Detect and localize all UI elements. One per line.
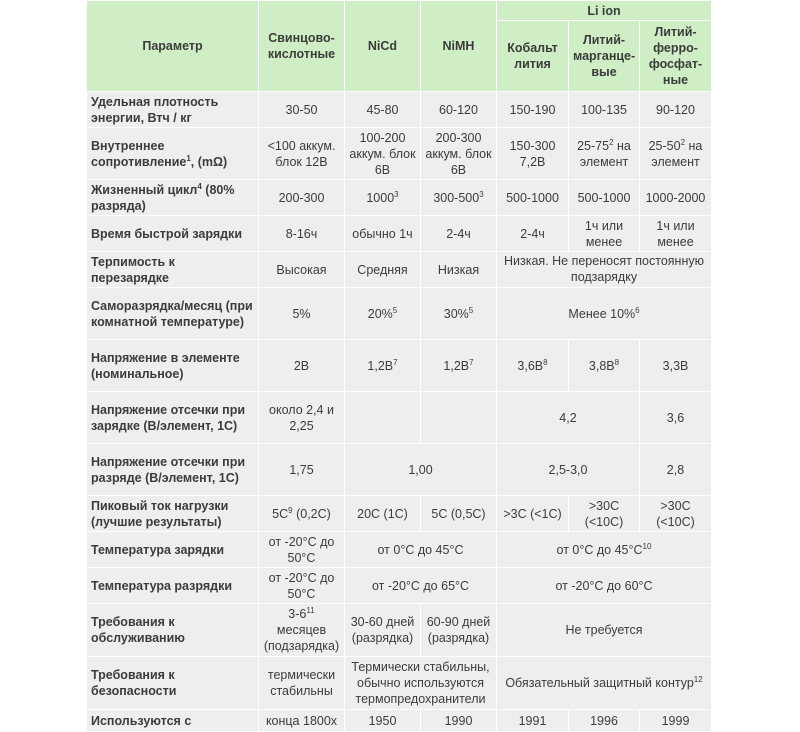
cell-cobalt: 150-300 7,2В xyxy=(497,128,569,180)
cell-manganese: 500-1000 xyxy=(569,180,640,216)
cell-cobalt: >3C (<1C) xyxy=(497,496,569,532)
cell-lead-acid: Высокая xyxy=(259,252,345,288)
cell-nickel-span: от 0°C до 45°C xyxy=(345,532,497,568)
cell-nimh: 5C (0,5C) xyxy=(421,496,497,532)
cell-nimh: 1990 xyxy=(421,710,497,732)
header-phosphate: Литий-ферро-фосфат-ные xyxy=(640,21,712,92)
header-row xyxy=(87,1,712,21)
cell-li-ion-span: Низкая. Не переносят постоянную подзарядку xyxy=(497,252,712,288)
cell-lead-acid: около 2,4 и 2,25 xyxy=(259,392,345,444)
cell-nimh: 2-4ч xyxy=(421,216,497,252)
cell-lead-acid: конца 1800х xyxy=(259,710,345,732)
cell-li-ion-span: от -20°C до 60°C xyxy=(497,568,712,604)
row-label: Удельная плотность энергии, Втч / кг xyxy=(87,92,259,128)
table-row xyxy=(87,568,712,604)
cell-nicd: обычно 1ч xyxy=(345,216,421,252)
cell-phosphate: $25-50^2$ на элемент xyxy=(640,128,712,180)
table-row xyxy=(87,710,712,732)
cell-phosphate: >30C (<10C) xyxy=(640,496,712,532)
cell-phosphate: 1999 xyxy=(640,710,712,732)
cell-li-ion-span: Менее 10%$^6$ xyxy=(497,288,712,340)
cell-phosphate: 3,3В xyxy=(640,340,712,392)
table-row xyxy=(87,216,712,252)
row-label: Терпимость к перезарядке xyxy=(87,252,259,288)
cell-li-ion-span: 2,5-3,0 xyxy=(497,444,640,496)
cell-nicd: Средняя xyxy=(345,252,421,288)
cell-manganese: $3,8В^8$ xyxy=(569,340,640,392)
table-row xyxy=(87,532,712,568)
cell-nickel-span: 1,00 xyxy=(345,444,497,496)
cell-manganese: $25-75^2$ на элемент xyxy=(569,128,640,180)
cell-manganese: 100-135 xyxy=(569,92,640,128)
row-label: Используются с xyxy=(87,710,259,732)
cell-manganese: 1996 xyxy=(569,710,640,732)
cell-lead-acid: от -20°C до 50°C xyxy=(259,568,345,604)
header-cobalt: Кобальт лития xyxy=(497,21,569,92)
cell-cobalt: $3,6В^8$ xyxy=(497,340,569,392)
table-row xyxy=(87,92,712,128)
cell-nimh xyxy=(421,392,497,444)
row-label: Напряжение отсечки при разряде (В/элемент, 1C) xyxy=(87,444,259,496)
header-nicd: NiCd xyxy=(345,1,421,92)
cell-manganese: 1ч или менее xyxy=(569,216,640,252)
cell-li-ion-span: Не требуется xyxy=(497,604,712,657)
table-row xyxy=(87,128,712,180)
cell-nicd: 1950 xyxy=(345,710,421,732)
cell-phosphate: 90-120 xyxy=(640,92,712,128)
table-row xyxy=(87,180,712,216)
row-label: Саморазрядка/месяц (при комнатной температуре) xyxy=(87,288,259,340)
table-row xyxy=(87,657,712,710)
row-label: Жизненный цикл$^4$ (80% разряда) xyxy=(87,180,259,216)
cell-nimh: $1,2В^7$ xyxy=(421,340,497,392)
cell-nicd: 30-60 дней (разрядка) xyxy=(345,604,421,657)
row-label: Температура разрядки xyxy=(87,568,259,604)
row-label: Температура зарядки xyxy=(87,532,259,568)
cell-phosphate: 2,8 xyxy=(640,444,712,496)
cell-lead-acid: 8-16ч xyxy=(259,216,345,252)
cell-nicd: 100-200 аккум. блок 6В xyxy=(345,128,421,180)
cell-nicd: 20C (1C) xyxy=(345,496,421,532)
cell-lead-acid: 30-50 xyxy=(259,92,345,128)
battery-comparison-table xyxy=(86,0,712,732)
cell-phosphate: 1000-2000 xyxy=(640,180,712,216)
row-label: Пиковый ток нагрузки (лучшие результаты) xyxy=(87,496,259,532)
cell-nicd: $1,2В^7$ xyxy=(345,340,421,392)
row-label: Напряжение отсечки при зарядке (В/элемент, 1C) xyxy=(87,392,259,444)
cell-cobalt: 500-1000 xyxy=(497,180,569,216)
table-row xyxy=(87,252,712,288)
cell-cobalt: 1991 xyxy=(497,710,569,732)
table-row xyxy=(87,496,712,532)
row-label: Требования к безопасности xyxy=(87,657,259,710)
cell-nimh: Низкая xyxy=(421,252,497,288)
table-row xyxy=(87,288,712,340)
cell-nickel-span: Термически стабильны, обычно используются термопредохранители xyxy=(345,657,497,710)
header-manganese: Литий-марганце-вые xyxy=(569,21,640,92)
cell-nickel-span: от -20°C до 65°C xyxy=(345,568,497,604)
cell-nicd: 20%$^5$ xyxy=(345,288,421,340)
cell-nicd: 45-80 xyxy=(345,92,421,128)
table-row xyxy=(87,340,712,392)
cell-lead-acid: $3-6^{11}$ месяцев (подзарядка) xyxy=(259,604,345,657)
cell-nimh: 60-120 xyxy=(421,92,497,128)
cell-nimh: $300-500^3$ xyxy=(421,180,497,216)
table-row xyxy=(87,392,712,444)
cell-nimh: 200-300 аккум. блок 6В xyxy=(421,128,497,180)
table-row xyxy=(87,604,712,657)
cell-cobalt: 2-4ч xyxy=(497,216,569,252)
cell-nimh: 30%$^5$ xyxy=(421,288,497,340)
cell-li-ion-span: от 0°C до $45^\circ C^{10}$ xyxy=(497,532,712,568)
header-li-ion: Li ion xyxy=(497,1,712,21)
cell-li-ion-span: 4,2 xyxy=(497,392,640,444)
cell-phosphate: 1ч или менее xyxy=(640,216,712,252)
cell-nicd xyxy=(345,392,421,444)
row-label: Требования к обслуживанию xyxy=(87,604,259,657)
cell-lead-acid: термически стабильны xyxy=(259,657,345,710)
row-label: Время быстрой зарядки xyxy=(87,216,259,252)
cell-lead-acid: от -20°C до 50°C xyxy=(259,532,345,568)
cell-lead-acid: 2В xyxy=(259,340,345,392)
cell-lead-acid: $5C^9$ (0,2C) xyxy=(259,496,345,532)
cell-nimh: 60-90 дней (разрядка) xyxy=(421,604,497,657)
cell-lead-acid: <100 аккум. блок 12В xyxy=(259,128,345,180)
header-param: Параметр xyxy=(87,1,259,92)
header-nimh: NiMH xyxy=(421,1,497,92)
cell-lead-acid: 1,75 xyxy=(259,444,345,496)
row-label: Внутреннее сопротивление$^1$, (mΩ) xyxy=(87,128,259,180)
cell-phosphate: 3,6 xyxy=(640,392,712,444)
row-label: Напряжение в элементе (номинальное) xyxy=(87,340,259,392)
cell-li-ion-span: Обязательный защитный контур$^{12}$ xyxy=(497,657,712,710)
cell-lead-acid: 200-300 xyxy=(259,180,345,216)
cell-nicd: 1000$^3$ xyxy=(345,180,421,216)
cell-manganese: >30C (<10C) xyxy=(569,496,640,532)
cell-cobalt: 150-190 xyxy=(497,92,569,128)
header-lead-acid: Свинцово-кислотные xyxy=(259,1,345,92)
cell-lead-acid: 5% xyxy=(259,288,345,340)
table-row xyxy=(87,444,712,496)
